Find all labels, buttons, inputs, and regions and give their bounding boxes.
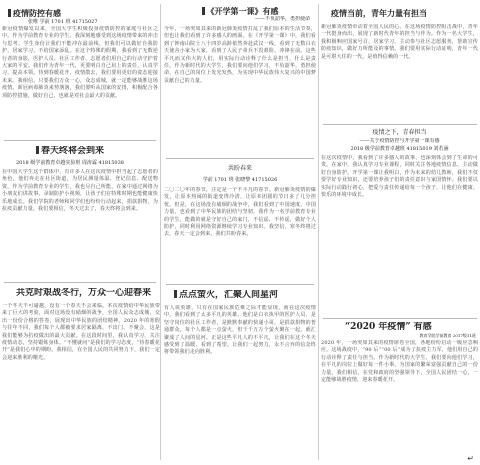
essay-hoping-for-spring xyxy=(164,164,316,280)
essay-body: 在中国大学生这个群体中，有许多人在这次疫情中担当起了志愿者的角色，他们奔走在社区街道，为居民测量体温、登记信息、配送物资。作为学前教育专业的学生，我也尽自己所能，在家中通过网络为小朋友们讲故事、录制防护小视频，让孩子们在特殊时期也能健康快乐地成长。我们学院的老师和同学们也纷纷行动起来，捐款捐物，为抗疫贡献力量。我们要相信，冬天过去了，春天终将会到来。 xyxy=(2,169,158,213)
essay-byline: 2018 级学前教育卓越班 41815019 刘若涵 xyxy=(350,146,449,152)
essay-title: 疫情之下，青春担当 xyxy=(372,129,427,136)
title-marker-icon xyxy=(36,146,39,154)
essay-subtitle: ——不负韶华，勇担使命 xyxy=(254,16,310,22)
essay-byline: 张唯 学前 1701 班 41715027 xyxy=(28,19,98,25)
essay-body: 二〇二〇年的春节，注定是一个不平凡的春节。新冠肺炎疫情的爆发，让原本热闹的街道变得冷清，让原本团圆的节日多了几分担忧。但是，在这场没有硝烟的战争中，我们看到了中国速度、中国力量，也看到了中华民族的团结与坚韧。我作为一名学前教育专业的学生，能做的就是守好自己的家门，不信谣、不传谣，做好个人防护，同时利用网络资源继续学习专业知识。我坚信，寒冬终将过去，春天一定会到来，我们共盼春来。 xyxy=(164,187,316,238)
essay-body: 一个冬天不可逾越，没有一个春天不会来临。本次疫情给中华民族带来了巨大的考验，面对这场没有硝烟的战争，全国人民众志成城，交出一份份合格的答卷，展现出中华民族的团结精神。2020 年的寒假与往年不同，我们每个人都被要求居家隔离，不出门、不聚会，这是我们能够为抗疫做出的最大贡献。在这段时间里，我认真学习，关注疫情动态，坚持锻炼身体。“不懂就问”是我们的学习态度，“待春暖花开”是我们心中的期盼。我相信，在全国人民的共同努力下，我们一定会迎来胜利的曙光。 xyxy=(2,303,160,361)
essay-title: 疫情当前，青年力量有担当 xyxy=(331,8,427,18)
divider xyxy=(166,158,314,159)
essay-spring-will-come xyxy=(2,146,158,278)
essay-epidemic-prevention xyxy=(2,8,158,134)
essay-body: 在这次疫情中，我看到了许多感人的故事，也深刻体会到了生命的可贵。在家中，我认真学习专业课程，同时关注各地疫情信息，主动做好自身防护。开学第一课让我明白，作为未来的幼儿教师，我们不仅要学好专业知识，还要培养孩子们的责任意识与家国情怀。我们要以实际行动践行初心，把爱与责任传递给每一个孩子，让他们在健康、快乐的环境中成长。 xyxy=(321,155,478,199)
essay-body: 今年，一场突如其来的新冠肺炎疫情打乱了我们原本的生活节奏，但也让我们看到了许多感人的画面。在《开学第一课》中，我们看到了钟南山院士八十四岁高龄依然奔赴武汉一线，看到了无数白衣天使舍小家为大家，看到了人民子弟兵不畏艰险、冲锋在前。这些平凡而又伟大的人们，用实际行动诠释了什么是担当，什么是责任。作为新时代的大学生，我们要向他们学习，不负韶华，勇担使命，在自己的岗位上发光发热，为实现中华民族伟大复兴的中国梦贡献自己的力量。 xyxy=(164,26,316,84)
essay-2020-epidemic xyxy=(321,322,478,460)
divider xyxy=(323,318,477,319)
essay-title: 共克时艰战冬行，万众一心迎春来 xyxy=(16,288,152,298)
column-middle xyxy=(162,0,317,465)
essay-title: 疫情防控有感 xyxy=(2,8,158,18)
column-left xyxy=(0,0,160,465)
divider xyxy=(4,140,156,141)
essay-fireflies-galaxy xyxy=(164,290,316,460)
title-marker-icon xyxy=(8,9,11,17)
essay-body: 新冠肺炎疫情牵动着全国人民的心。在这场疫情防控阻击战中，青年一代挺身而出，展现了新时代青年的担当与作为。作为一名大学生，我积极响应国家号召，居家学习，主动参与社区志愿服务，帮助宣传防疫知识，做好力所能及的事情。我们要用实际行动证明，青年一代是可堪大任的一代，是值得信赖的一代。 xyxy=(321,24,478,60)
essay-body: 有人说英雄，只有在国家民族危难之际才能显现，而在这次疫情中，我们看到了太多平凡的英雄。他们是白衣执甲的医护人员，是坚守岗位的社区工作者，是默默奉献的快递小哥，是捐款捐物的普通群众。每个人都是一点萤火，但千千万万个萤火聚在一起，就汇聚成了人间的星河。正是这些平凡人的不平凡，让我们在这个冬天感受到了温暖，看到了希望。让我们一起努力，永不言弃的信念终将带领我们走向胜利。 xyxy=(164,305,316,356)
title-marker-icon xyxy=(174,290,177,298)
divider xyxy=(166,284,314,285)
essay-youthful-duty xyxy=(321,128,478,314)
divider xyxy=(323,124,477,125)
essay-youth-responsibility xyxy=(321,8,478,120)
title-marker-icon xyxy=(202,7,205,15)
essay-title: 《开学第一课》有感 xyxy=(164,6,316,16)
essay-title: “2020 年疫情” 有感 xyxy=(345,322,432,332)
column-divider xyxy=(160,4,161,460)
essay-byline: 2018 级学前教育卓越实验班 周涛霖 41815038 xyxy=(16,160,124,166)
essay-byline: 学前 1701 班 张晓黎 41715026 xyxy=(202,177,278,183)
essay-first-lesson xyxy=(164,6,316,154)
essay-title: 共盼春来 xyxy=(227,165,252,172)
essay-byline: 教育学院学前教育 2017级11班 xyxy=(419,333,476,338)
essay-body: 新冠疫情爆发以来，全国大学生积极投身疫情防控的家庭与社区之中。作为学前教育专业的学生，我深刻地感受到这场疫情带来的冲击与思考。学生身份让我们不能冲在最前线，但我们可以做好自我防护，居家学习，不给国家添乱。在这个特殊的假期，我看到了无数逆行者的身影，医护人员、社区工作者、志愿者们用自己的行动守护着大家的平安。我们作为青年一代，更要明白自己肩上的责任，认真学习，提高本领。待到春暖花开，疫情散去，我们要用更好的姿态迎接未来。我相信，只要我们万众一心，众志成城，就一定能够战胜这场疫情。新冠病毒肺炎来势汹汹，我们要听从国家的安排，积极配合各项防控措施，做好自己，也就是对社会最大的贡献。 xyxy=(2,26,158,99)
essay-overcome-together xyxy=(2,288,160,460)
paragraph-return-icon: ↵ xyxy=(467,454,474,463)
column-right xyxy=(319,0,480,465)
essay-title: 春天终将会到来 xyxy=(2,146,158,157)
essay-subtitle: ——关于疫情防控与开学第一课有感 xyxy=(359,138,440,144)
essay-title: 点点萤火，汇聚人间星河 xyxy=(164,290,316,301)
essay-body: 2020 年，一场突如其来的疫情席卷全国，各地纷纷启动一级应急响应。这场战疫中，“90 后”“00 后”成为了抗疫主力军，他们用自己的行动诠释了责任与担当。作为新时代的大学生，我们要向他们学习，在平凡的岗位上做好每一件小事，为国家的繁荣富强贡献自己的一份力量。我们相信，在党和政府的坚强领导下，全国人民团结一心，一定能够战胜疫情，迎来春暖花开。 xyxy=(321,340,478,384)
divider xyxy=(4,282,156,283)
